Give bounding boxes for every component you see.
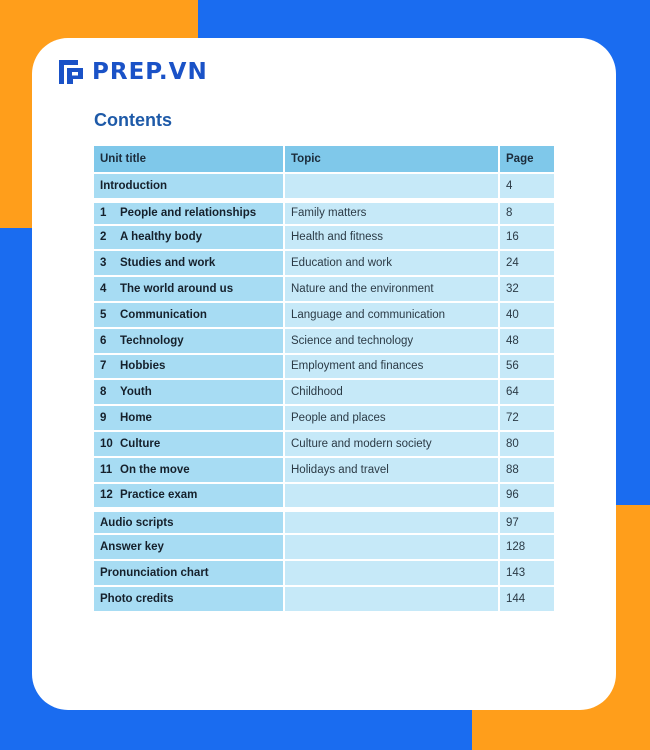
table-row	[94, 587, 554, 613]
unit-number: 12	[100, 489, 113, 502]
table-row	[94, 561, 554, 587]
unit-number: 10	[100, 437, 113, 450]
unit-title-cell	[94, 509, 285, 535]
unit-title-cell	[94, 380, 285, 406]
unit-number: 2	[100, 231, 107, 244]
page-number-cell: 32	[500, 277, 554, 303]
contents-body	[94, 174, 554, 613]
page-number-cell: 4	[500, 174, 554, 200]
table-row	[94, 458, 554, 484]
unit-title-cell	[94, 484, 285, 510]
page-number-cell: 72	[500, 406, 554, 432]
unit-title-cell	[94, 458, 285, 484]
unit-title: A healthy body	[120, 231, 202, 244]
page-number-cell: 8	[500, 200, 554, 226]
table-row	[94, 200, 554, 226]
unit-title-cell	[94, 329, 285, 355]
page-number-cell: 48	[500, 329, 554, 355]
page-number-cell: 40	[500, 303, 554, 329]
column-header-unit: Unit title	[94, 146, 285, 174]
unit-title: Culture	[120, 437, 161, 450]
table-row	[94, 406, 554, 432]
prep-logo-icon	[56, 57, 86, 87]
brand-name: PREP.VN	[92, 59, 208, 85]
page-number-cell: 128	[500, 535, 554, 561]
topic-cell: Language and communication	[285, 303, 500, 329]
page-number-cell: 144	[500, 587, 554, 613]
topic-cell: Nature and the environment	[285, 277, 500, 303]
table-row	[94, 329, 554, 355]
unit-title-cell	[94, 303, 285, 329]
table-row	[94, 484, 554, 510]
page-number-cell: 64	[500, 380, 554, 406]
topic-cell: Health and fitness	[285, 226, 500, 252]
contents-table	[94, 146, 554, 613]
table-row	[94, 432, 554, 458]
unit-number: 1	[100, 207, 107, 220]
column-header-topic: Topic	[285, 146, 500, 174]
page-number-cell: 143	[500, 561, 554, 587]
unit-title-cell	[94, 355, 285, 381]
unit-title-cell	[94, 432, 285, 458]
unit-title: Answer key	[100, 541, 164, 554]
page-title: Contents	[94, 110, 172, 130]
table-row	[94, 303, 554, 329]
table-row	[94, 277, 554, 303]
unit-number: 8	[100, 386, 107, 399]
unit-title: Introduction	[100, 179, 168, 192]
page-number-cell: 16	[500, 226, 554, 252]
table-row	[94, 535, 554, 561]
topic-cell	[285, 561, 500, 587]
unit-number: 3	[100, 257, 107, 270]
unit-title-cell	[94, 251, 285, 277]
unit-title: People and relationships	[120, 207, 257, 220]
table-row	[94, 251, 554, 277]
unit-title-cell	[94, 200, 285, 226]
column-header-page: Page	[500, 146, 554, 174]
topic-cell: Holidays and travel	[285, 458, 500, 484]
page-number-cell: 97	[500, 509, 554, 535]
topic-cell: Culture and modern society	[285, 432, 500, 458]
unit-title: On the move	[120, 463, 190, 476]
unit-title-cell	[94, 561, 285, 587]
unit-title-cell	[94, 587, 285, 613]
table-row	[94, 380, 554, 406]
table-row	[94, 355, 554, 381]
unit-number: 7	[100, 360, 107, 373]
unit-title: The world around us	[120, 283, 234, 296]
unit-title: Practice exam	[120, 489, 198, 502]
unit-title-cell	[94, 406, 285, 432]
brand-logo	[56, 56, 208, 88]
topic-cell: Family matters	[285, 200, 500, 226]
topic-cell: Education and work	[285, 251, 500, 277]
topic-cell: Employment and finances	[285, 355, 500, 381]
page-number-cell: 56	[500, 355, 554, 381]
topic-cell: Science and technology	[285, 329, 500, 355]
page-number-cell: 96	[500, 484, 554, 510]
table-row	[94, 509, 554, 535]
unit-title: Photo credits	[100, 592, 174, 605]
unit-title: Home	[120, 412, 152, 425]
unit-title: Communication	[120, 308, 207, 321]
topic-cell: People and places	[285, 406, 500, 432]
unit-number: 6	[100, 334, 107, 347]
unit-title-cell	[94, 535, 285, 561]
table-row	[94, 226, 554, 252]
table-row	[94, 174, 554, 200]
unit-title: Audio scripts	[100, 516, 174, 529]
unit-title-cell	[94, 174, 285, 200]
topic-cell	[285, 174, 500, 200]
topic-cell	[285, 509, 500, 535]
unit-number: 5	[100, 308, 107, 321]
table-header-row	[94, 146, 554, 174]
unit-title-cell	[94, 277, 285, 303]
page-number-cell: 88	[500, 458, 554, 484]
topic-cell	[285, 535, 500, 561]
unit-title: Youth	[120, 386, 152, 399]
unit-number: 11	[100, 463, 113, 476]
topic-cell	[285, 484, 500, 510]
page-number-cell: 24	[500, 251, 554, 277]
unit-title: Technology	[120, 334, 184, 347]
unit-title-cell	[94, 226, 285, 252]
topic-cell	[285, 587, 500, 613]
unit-title: Pronunciation chart	[100, 566, 209, 579]
unit-number: 4	[100, 283, 107, 296]
unit-title: Studies and work	[120, 257, 216, 270]
page-number-cell: 80	[500, 432, 554, 458]
topic-cell: Childhood	[285, 380, 500, 406]
unit-title: Hobbies	[120, 360, 166, 373]
unit-number: 9	[100, 412, 107, 425]
